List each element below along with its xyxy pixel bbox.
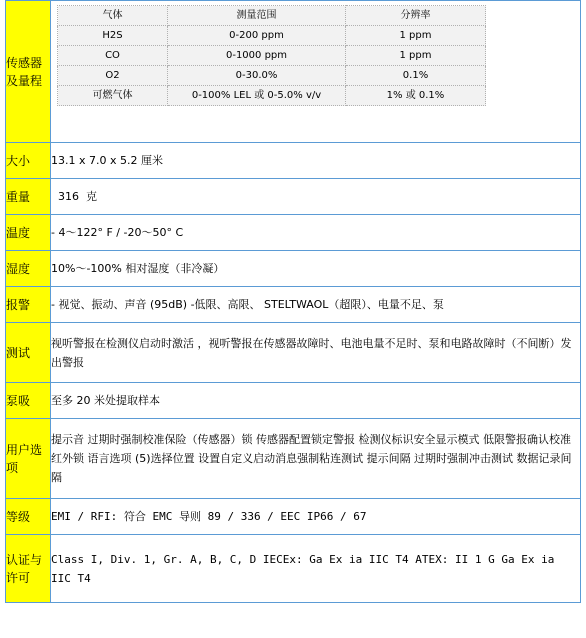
row-sensors <box>6 1 581 143</box>
row-user-options <box>6 419 581 499</box>
gas-name: H2S <box>58 26 168 46</box>
gas-row-co <box>58 46 486 66</box>
gas-resolution: 0.1% <box>346 66 486 86</box>
header-range: 测量范围 <box>168 6 346 26</box>
gas-name: CO <box>58 46 168 66</box>
label-size: 大小 <box>6 143 51 179</box>
label-weight: 重量 <box>6 179 51 215</box>
row-pump <box>6 383 581 419</box>
label-certification: 认证与许可 <box>6 535 51 603</box>
gas-row-combustible <box>58 86 486 106</box>
row-rating <box>6 499 581 535</box>
value-size: 13.1 x 7.0 x 5.2 厘米 <box>51 143 581 179</box>
gas-table <box>57 5 486 106</box>
row-size <box>6 143 581 179</box>
spec-table <box>5 0 581 603</box>
row-test <box>6 323 581 383</box>
label-temperature: 温度 <box>6 215 51 251</box>
value-user-options: 提示音 过期时强制校准保险（传感器）锁 传感器配置锁定警报 检测仪标识安全显示模式 低限警报确认校准红外锁 语言选项 (5)选择位置 设置自定义启动消息强制粘连测试 提示间隔 过期时强制冲击测试 数据记录间隔 <box>51 419 581 499</box>
label-humidity: 湿度 <box>6 251 51 287</box>
gas-range: 0-1000 ppm <box>168 46 346 66</box>
value-humidity: 10%～-100% 相对湿度（非冷凝） <box>51 251 581 287</box>
value-weight: 316 克 <box>51 179 581 215</box>
row-temperature <box>6 215 581 251</box>
gas-table-header <box>58 6 486 26</box>
gas-resolution: 1 ppm <box>346 26 486 46</box>
spec-sheet <box>5 0 581 603</box>
value-test: 视听警报在检测仪启动时激活 ，视听警报在传感器故障时、电池电量不足时、泵和电路故障时（不间断）发出警报 <box>51 323 581 383</box>
row-alarm <box>6 287 581 323</box>
value-temperature: - 4～122° F / -20～50° C <box>51 215 581 251</box>
label-pump: 泵吸 <box>6 383 51 419</box>
value-pump: 至多 20 米处提取样本 <box>51 383 581 419</box>
label-rating: 等级 <box>6 499 51 535</box>
label-alarm: 报警 <box>6 287 51 323</box>
header-gas: 气体 <box>58 6 168 26</box>
gas-range: 0-200 ppm <box>168 26 346 46</box>
value-alarm: - 视觉、振动、声音 (95dB) -低限、高限、 STELTWAOL（超限）、电量不足、泵 <box>51 287 581 323</box>
gas-row-o2 <box>58 66 486 86</box>
gas-resolution: 1 ppm <box>346 46 486 66</box>
row-humidity <box>6 251 581 287</box>
label-test: 测试 <box>6 323 51 383</box>
gas-name: O2 <box>58 66 168 86</box>
value-certification: Class I, Div. 1, Gr. A, B, C, D IECEx: Ga Ex ia IIC T4 ATEX: II 1 G Ga Ex ia IIC T4 <box>51 535 581 603</box>
value-sensors <box>51 1 581 143</box>
gas-row-h2s <box>58 26 486 46</box>
gas-name: 可燃气体 <box>58 86 168 106</box>
row-certification <box>6 535 581 603</box>
label-sensors: 传感器及量程 <box>6 1 51 143</box>
gas-range: 0-30.0% <box>168 66 346 86</box>
value-rating: EMI / RFI: 符合 EMC 导则 89 / 336 / EEC IP66 / 67 <box>51 499 581 535</box>
header-resolution: 分辨率 <box>346 6 486 26</box>
gas-resolution: 1% 或 0.1% <box>346 86 486 106</box>
row-weight <box>6 179 581 215</box>
gas-range: 0-100% LEL 或 0-5.0% v/v <box>168 86 346 106</box>
label-user-options: 用户选项 <box>6 419 51 499</box>
